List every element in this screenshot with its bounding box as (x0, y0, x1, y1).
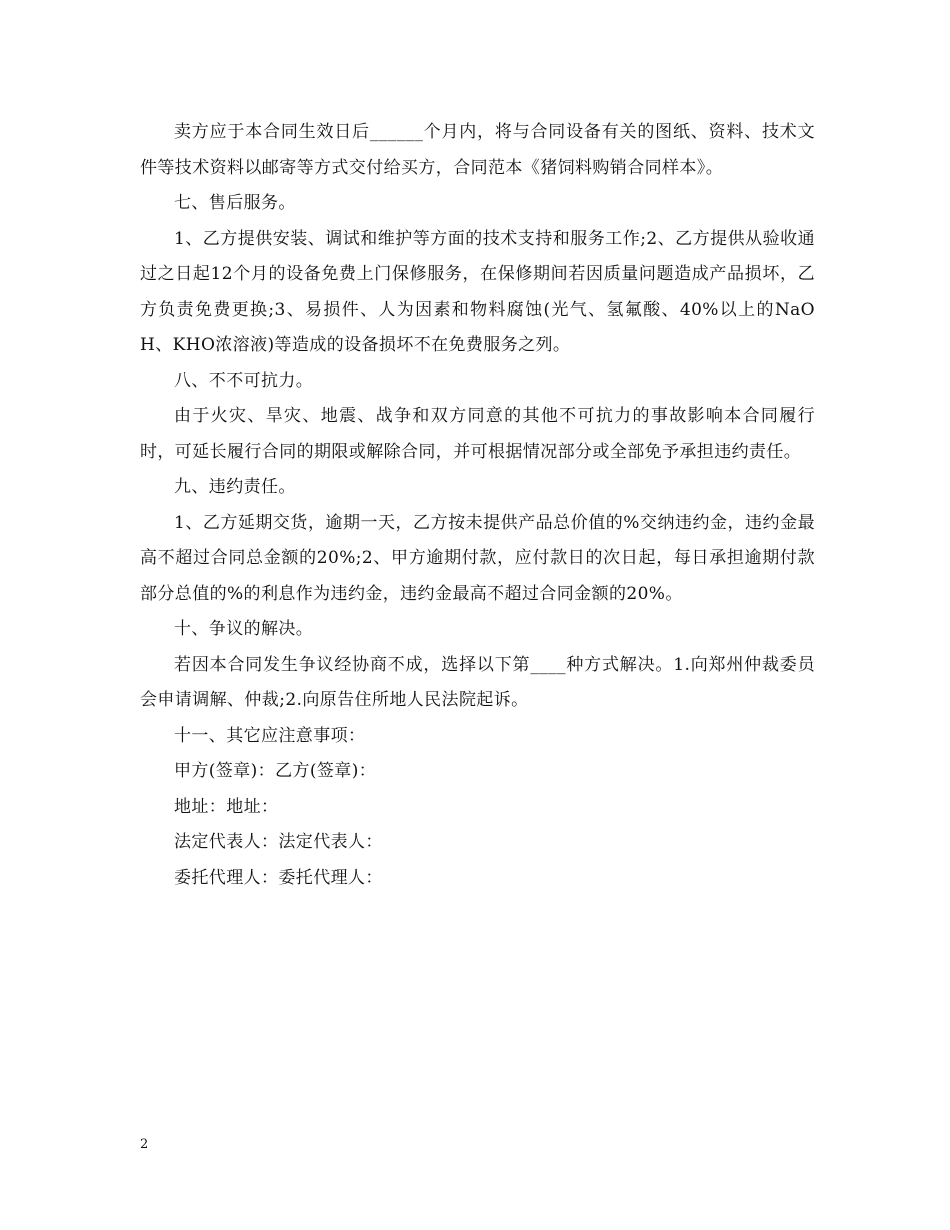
paragraph-dispute-terms: 若因本合同发生争议经协商不成，选择以下第____种方式解决。1.向郑州仲裁委员会申请调解、仲裁;2.向原告住所地人民法院起诉。 (140, 654, 815, 710)
paragraph-breach-terms: 1、乙方延期交货，逾期一天，乙方按未提供产品总价值的%交纳违约金，违约金最高不超过合同总金额的20%;2、甲方逾期付款，应付款日的次日起，每日承担逾期付款部分总值的%的利息作为违约金，违约金最高不超过合同金额的20%。 (140, 512, 815, 604)
paragraph-after-sales-terms: 1、乙方提供安装、调试和维护等方面的技术支持和服务工作;2、乙方提供从验收通过之日起12个月的设备免费上门保修服务，在保修期间若因质量问题造成产品损坏，乙方负责免费更换;3、易损件、人为因素和物料腐蚀(光气、氢氟酸、40%以上的NaOH、KHO浓溶液)等造成的设备损坏不在免费服务之列。 (140, 228, 815, 355)
heading-dispute-resolution: 十、争议的解决。 (174, 619, 314, 639)
heading-other-matters: 十一、其它应注意事项： (174, 725, 366, 746)
heading-force-majeure: 八、不不可抗力。 (174, 370, 314, 391)
signature-line-address: 地址：地址： (174, 796, 279, 817)
paragraph-delivery-documents: 卖方应于本合同生效日后______个月内，将与合同设备有关的图纸、资料、技术文件等技术资料以邮寄等方式交付给买方，合同范本《猪饲料购销合同样本》。 (140, 122, 815, 178)
document-body (140, 115, 815, 896)
paragraph-force-majeure-terms: 由于火灾、旱灾、地震、战争和双方同意的其他不可抗力的事故影响本合同履行时，可延长履行合同的期限或解除合同，并可根据情况部分或全部免予承担违约责任。 (140, 406, 815, 462)
signature-line-parties: 甲方(签章)：乙方(签章)： (174, 761, 377, 781)
signature-line-authorized-agent: 委托代理人：委托代理人： (174, 867, 383, 888)
heading-after-sales-service: 七、售后服务。 (174, 193, 296, 213)
heading-breach-liability: 九、违约责任。 (174, 477, 296, 497)
page-number: 2 (140, 1137, 149, 1152)
signature-line-legal-representative: 法定代表人：法定代表人： (174, 832, 383, 852)
